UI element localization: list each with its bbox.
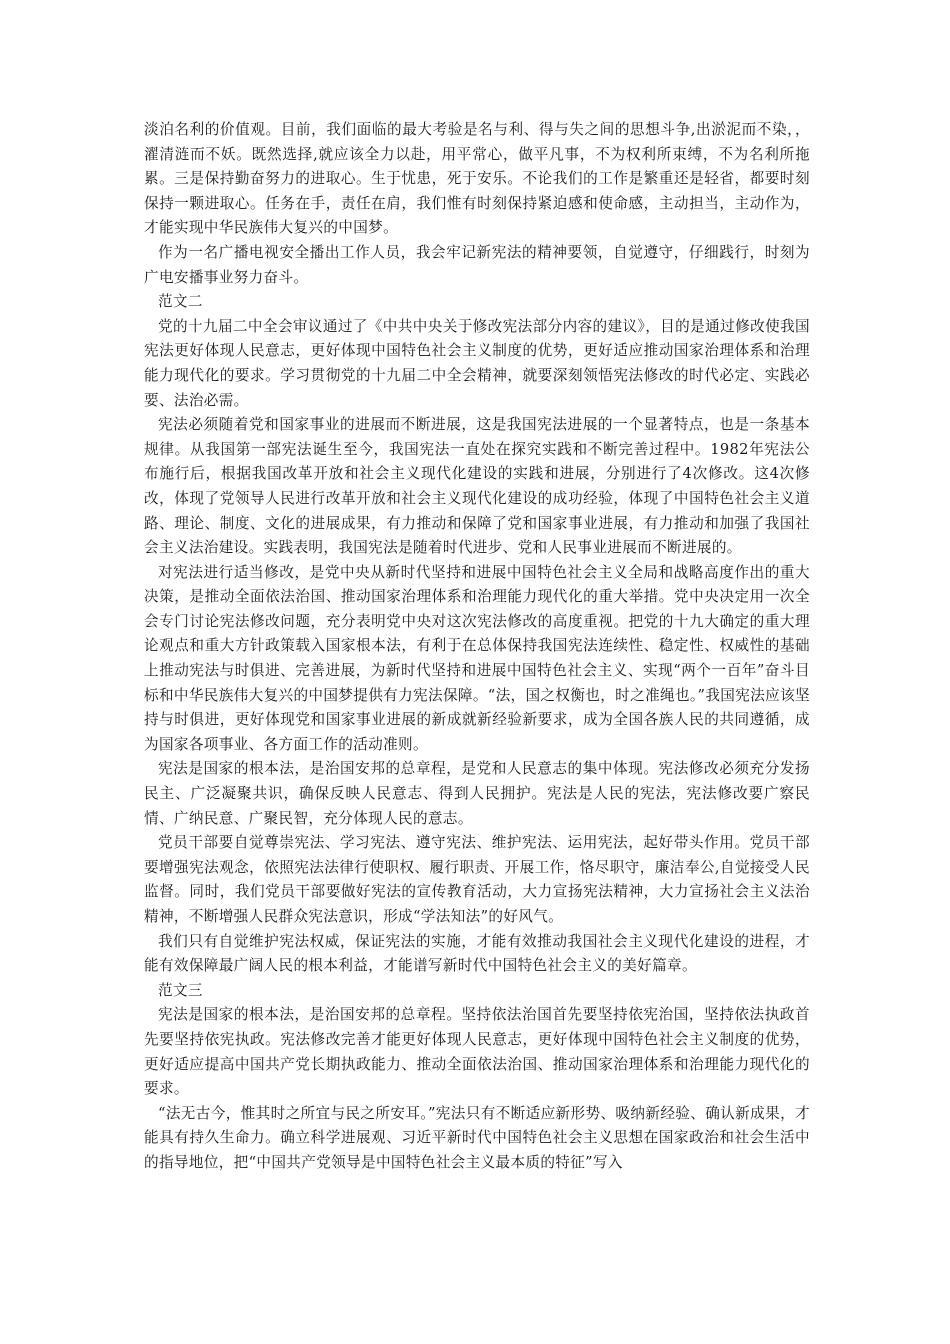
paragraph: 对宪法进行适当修改，是党中央从新时代坚持和进展中国特色社会主义全局和战略高度作出的重大决策，是推动全面依法治国、推动国家治理体系和治理能力现代化的重大举措。党中央决定用一次全会专门讨论宪法修改问题，充分表明党中央对这次宪法修改的高度重视。把党的十九大确定的重大理论观点和重大方针政策载入国家根本法，有利于在总体保持我国宪法连续性、稳定性、权威性的基础上推动宪法与时俱进、完善进展，为新时代坚持和进展中国特色社会主义、实现“两个一百年”奋斗目标和中华民族伟大复兴的中国梦提供有力宪法保障。“法，国之权衡也，时之准绳也。”我国宪法应该坚持与时俱进，更好体现党和国家事业进展的新成就新经验新要求，成为全国各族人民的共同遵循，成为国家各项事业、各方面工作的活动准则。 <box>144 563 810 753</box>
document-page <box>144 118 810 1176</box>
paragraph: 党的十九届二中全会审议通过了《中共中央关于修改宪法部分内容的建议》，目的是通过修改使我国宪法更好体现人民意志，更好体现中国特色社会主义制度的优势，更好适应推动国家治理体系和治理能力现代化的要求。学习贯彻党的十九届二中全会精神，就要深刻领悟宪法修改的时代必定、实践必要、法治必需。 <box>144 317 810 409</box>
paragraph: 我们只有自觉维护宪法权威，保证宪法的实施，才能有效推动我国社会主义现代化建设的进程，才能有效保障最广阔人民的根本利益，才能谱写新时代中国特色社会主义的美好篇章。 <box>144 932 810 975</box>
paragraph: 宪法是国家的根本法，是治国安邦的总章程，是党和人民意志的集中体现。宪法修改必须充分发扬民主、广泛凝聚共识，确保反映人民意志、得到人民拥护。宪法是人民的宪法，宪法修改要广察民情、广纳民意、广聚民智，充分体现人民的意志。 <box>144 760 810 827</box>
paragraph: 宪法是国家的根本法，是治国安邦的总章程。坚持依法治国首先要坚持依宪治国，坚持依法执政首先要坚持依宪执政。宪法修改完善才能更好体现人民意志，更好体现中国特色社会主义制度的优势，更好适应提高中国共产党长期执政能力、推动全面依法治国、推动国家治理体系和治理能力现代化的要求。 <box>144 1006 810 1098</box>
section-heading-sample-3: 范文三 <box>158 981 203 999</box>
paragraph: 宪法必须随着党和国家事业的进展而不断进展，这是我国宪法进展的一个显著特点，也是一条基本规律。从我国第一部宪法诞生至今，我国宪法一直处在探究实践和不断完善过程中。1982年宪法公布施行后，根据我国改革开放和社会主义现代化建设的实践和进展，分别进行了4次修改。这4次修改，体现了党领导人民进行改革开放和社会主义现代化建设的成功经验，体现了中国特色社会主义道路、理论、制度、文化的进展成果，有力推动和保障了党和国家事业进展，有力推动和加强了我国社会主义法治建设。实践表明，我国宪法是随着时代进步、党和人民事业进展而不断进展的。 <box>144 416 810 557</box>
paragraph-intro-continued: 淡泊名利的价值观。目前，我们面临的最大考验是名与利、得与失之间的思想斗争,出淤泥而不染，，濯清涟而不妖。既然选择,就应该全力以赴，用平常心，做平凡事，不为权利所束缚，不为名利所拖累。三是保持勤奋努力的进取心。生于忧患，死于安乐。不论我们的工作是繁重还是轻省，都要时刻保持一颗进取心。任务在手，责任在肩，我们惟有时刻保持紧迫感和使命感，主动担当，主动作为，才能实现中华民族伟大复兴的中国梦。 <box>144 121 810 237</box>
paragraph-closing-pledge: 作为一名广播电视安全播出工作人员，我会牢记新宪法的精神要领，自觉遵守，仔细践行，时刻为广电安播事业努力奋斗。 <box>144 243 810 286</box>
paragraph: 党员干部要自觉尊崇宪法、学习宪法、遵守宪法、维护宪法、运用宪法，起好带头作用。党员干部要增强宪法观念，依照宪法法律行使职权、履行职责、开展工作，恪尽职守，廉洁奉公,自觉接受人民监督。同时，我们党员干部要做好宪法的宣传教育活动，大力宣扬宪法精神，大力宣扬社会主义法治精神，不断增强人民群众宪法意识，形成“学法知法”的好风气。 <box>144 834 810 925</box>
paragraph: “法无古今，惟其时之所宜与民之所安耳。”宪法只有不断适应新形势、吸纳新经验、确认新成果，才能具有持久生命力。确立科学进展观、习近平新时代中国特色社会主义思想在国家政治和社会生活中的指导地位，把“中国共产党领导是中国特色社会主义最本质的特征”写入 <box>144 1104 810 1171</box>
section-heading-sample-2: 范文二 <box>158 293 203 311</box>
